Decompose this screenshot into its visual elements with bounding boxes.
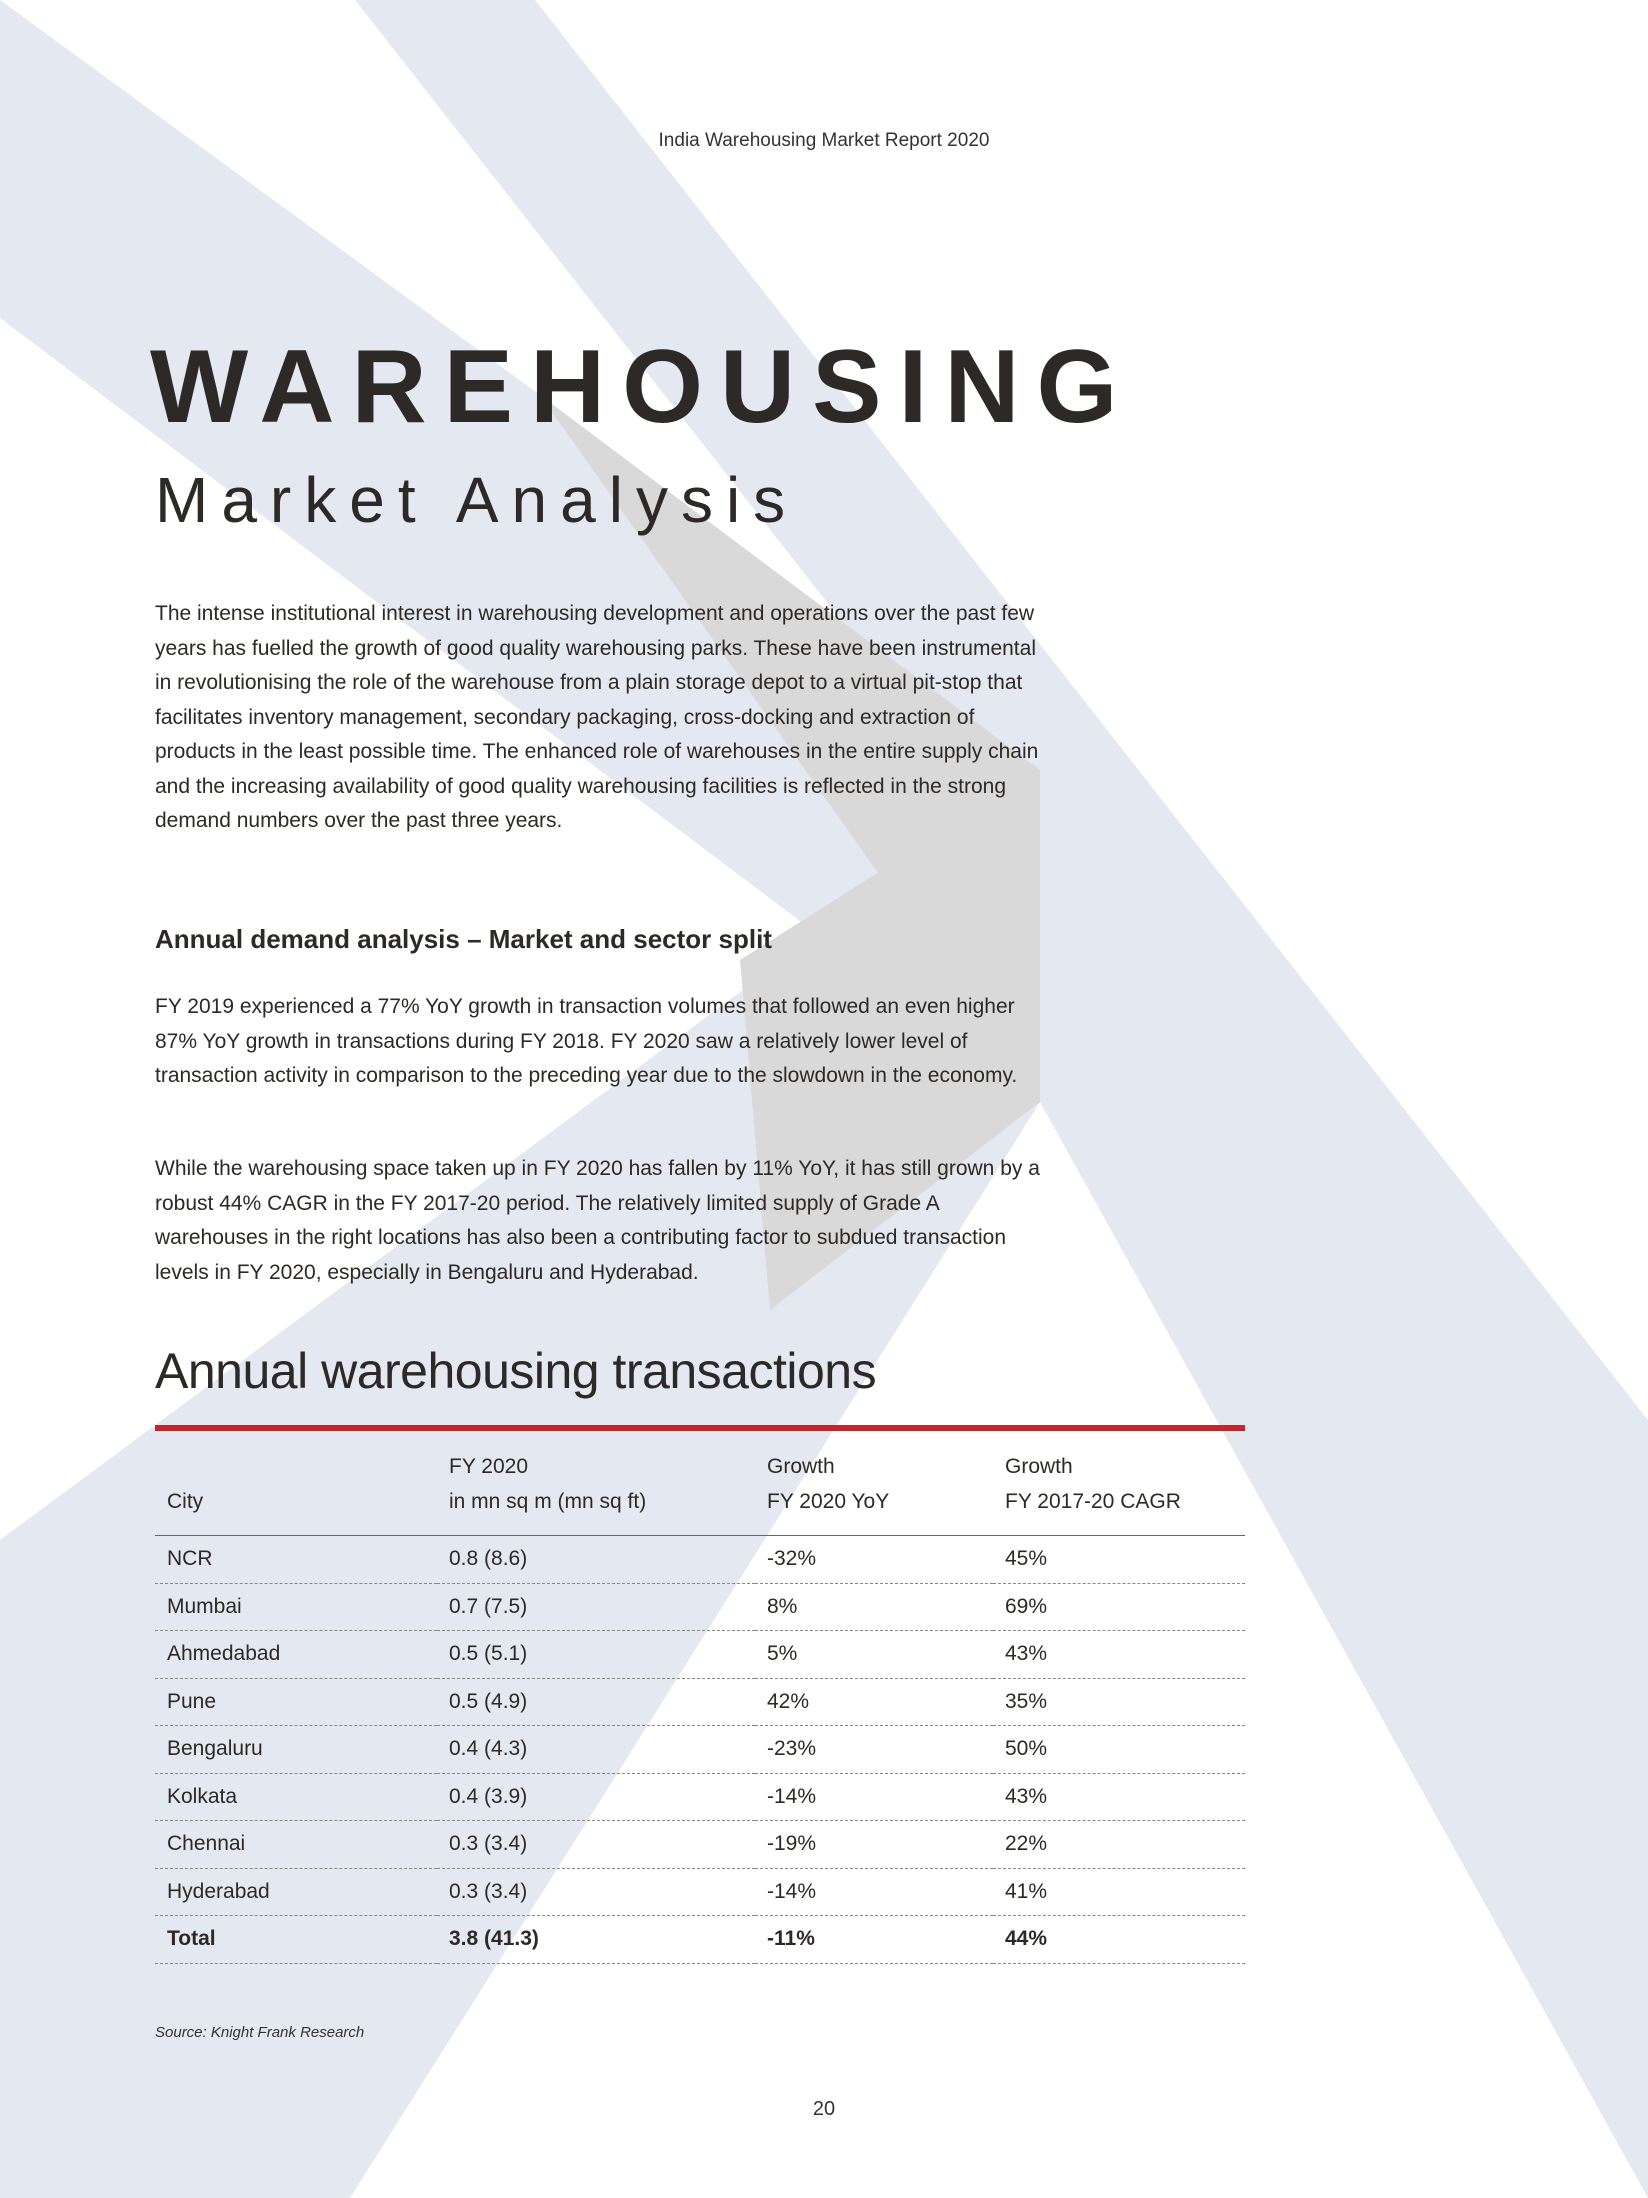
table-title: Annual warehousing transactions <box>155 1343 877 1399</box>
cell-city: Total <box>155 1916 437 1964</box>
column-header-line2: FY 2017-20 CAGR <box>1005 1490 1181 1513</box>
cell-growth-cagr: 35% <box>993 1678 1245 1726</box>
cell-growth-yoy: 42% <box>755 1678 993 1726</box>
cell-fy2020: 0.3 (3.4) <box>437 1868 755 1916</box>
transactions-table <box>155 1431 1245 1964</box>
cell-fy2020: 0.5 (5.1) <box>437 1631 755 1679</box>
cell-growth-yoy: -14% <box>755 1868 993 1916</box>
cell-fy2020: 0.7 (7.5) <box>437 1583 755 1631</box>
column-header-line2: FY 2020 YoY <box>767 1490 890 1513</box>
table-total-row <box>155 1916 1245 1964</box>
body-paragraph-1: FY 2019 experienced a 77% YoY growth in transaction volumes that followed an even higher 87% YoY growth in transactions during FY 2018. FY 2020 saw a relatively lower level of transaction activity in comparison to the preceding year due to the slowdown in the economy. <box>155 995 1018 1087</box>
table-row <box>155 1821 1245 1869</box>
column-header-growth-cagr <box>993 1431 1245 1536</box>
cell-growth-yoy: -11% <box>755 1916 993 1964</box>
column-header-line2: City <box>167 1490 204 1513</box>
table-row <box>155 1583 1245 1631</box>
cell-growth-cagr: 41% <box>993 1868 1245 1916</box>
column-header-growth-yoy <box>755 1431 993 1536</box>
cell-growth-cagr: 44% <box>993 1916 1245 1964</box>
cell-growth-cagr: 22% <box>993 1821 1245 1869</box>
cell-fy2020: 0.5 (4.9) <box>437 1678 755 1726</box>
column-header-city <box>155 1431 437 1536</box>
table-row <box>155 1726 1245 1774</box>
body-paragraph-2: While the warehousing space taken up in FY 2020 has fallen by 11% YoY, it has still grown by a robust 44% CAGR in the FY 2017-20 period. The relatively limited supply of Grade A warehouses in the right locations has also been a contributing factor to subdued transaction levels in FY 2020, especially in Bengaluru and Hyderabad. <box>155 1157 1040 1284</box>
cell-city: Hyderabad <box>155 1868 437 1916</box>
running-header: India Warehousing Market Report 2020 <box>658 130 990 151</box>
cell-fy2020: 3.8 (41.3) <box>437 1916 755 1964</box>
table-row <box>155 1631 1245 1679</box>
cell-city: NCR <box>155 1536 437 1584</box>
cell-city: Mumbai <box>155 1583 437 1631</box>
column-header-line1: FY 2020 <box>449 1455 529 1478</box>
cell-growth-yoy: -14% <box>755 1773 993 1821</box>
column-header-fy2020 <box>437 1431 755 1536</box>
cell-growth-yoy: 8% <box>755 1583 993 1631</box>
table-row <box>155 1536 1245 1584</box>
cell-growth-cagr: 50% <box>993 1726 1245 1774</box>
cell-growth-yoy: -32% <box>755 1536 993 1584</box>
section-heading: Annual demand analysis – Market and sector split <box>155 924 772 954</box>
cell-growth-yoy: -19% <box>755 1821 993 1869</box>
cell-city: Pune <box>155 1678 437 1726</box>
cell-city: Ahmedabad <box>155 1631 437 1679</box>
table-row <box>155 1773 1245 1821</box>
cell-fy2020: 0.3 (3.4) <box>437 1821 755 1869</box>
cell-fy2020: 0.4 (3.9) <box>437 1773 755 1821</box>
page-number: 20 <box>812 2098 836 2120</box>
source-note: Source: Knight Frank Research <box>155 2024 365 2041</box>
cell-growth-cagr: 45% <box>993 1536 1245 1584</box>
column-header-line2: in mn sq m (mn sq ft) <box>449 1490 647 1513</box>
column-header-line1: Growth <box>767 1455 835 1478</box>
intro-paragraph: The intense institutional interest in warehousing development and operations over the past few years has fuelled the growth of good quality warehousing parks. These have been instrumental in revolutionising the role of the warehouse from a plain storage depot to a virtual pit-stop that facilitates inventory management, secondary packaging, cross-docking and extraction of products in the least possible time. The enhanced role of warehouses in the entire supply chain and the increasing availability of good quality warehousing facilities is reflected in the strong demand numbers over the past three years. <box>155 602 1039 832</box>
table-header-row <box>155 1431 1245 1536</box>
column-header-line1: Growth <box>1005 1455 1073 1478</box>
table-row <box>155 1678 1245 1726</box>
cell-growth-cagr: 43% <box>993 1773 1245 1821</box>
table-row <box>155 1868 1245 1916</box>
page-subtitle: Market Analysis <box>155 464 799 536</box>
cell-fy2020: 0.8 (8.6) <box>437 1536 755 1584</box>
cell-growth-yoy: 5% <box>755 1631 993 1679</box>
cell-growth-yoy: -23% <box>755 1726 993 1774</box>
cell-city: Bengaluru <box>155 1726 437 1774</box>
cell-growth-cagr: 43% <box>993 1631 1245 1679</box>
cell-growth-cagr: 69% <box>993 1583 1245 1631</box>
cell-fy2020: 0.4 (4.3) <box>437 1726 755 1774</box>
cell-city: Chennai <box>155 1821 437 1869</box>
cell-city: Kolkata <box>155 1773 437 1821</box>
page-title: WAREHOUSING <box>150 329 1135 445</box>
